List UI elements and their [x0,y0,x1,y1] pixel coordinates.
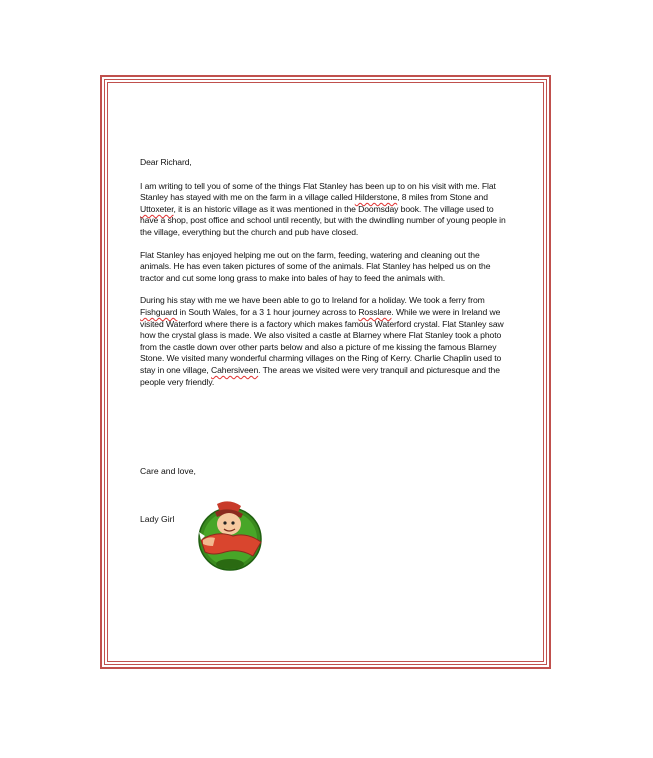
paragraph-3-text-a: During his stay with me we have been able to go to Ireland for a holiday. We took a ferry from [140,295,485,306]
paragraph-1-text-a: I am writing to tell you of some of the things Flat Stanley has been up to on his visit with me. Flat Stanley has stayed with me on the farm in a village called [140,180,496,203]
paragraph-3-text-d: . The areas we visited were very tranquil and picturesque and the people very friendly. [140,364,500,387]
letter-body [140,157,512,399]
misspelled-word: Uttoxeter [140,203,174,214]
misspelled-word: Rosslare [358,306,392,317]
greeting: Dear Richard, [140,157,192,167]
misspelled-word: Cahersiveen [211,364,259,375]
paragraph-3-text-c: . While we were in Ireland we visited Waterford where there is a factory which makes famous Waterford crystal. Flat Stanley saw how the crystal glass is made. We also visited a castle at Blarney where Flat Stanley took a photo from the castle down over other parts below and also a picture of me kissing the famous Blarney Stone. We visited many wonderful charming villages on the Ring of Kerry. Charlie Chaplin used to stay in one village, [140,306,504,375]
misspelled-word: Hilderstone [354,192,398,203]
closing: Care and love, [140,466,196,476]
paragraph-3 [140,295,512,388]
paragraph-1-text-c: , it is an historic village as it was mentioned in the Doomsday book. The village used to have a shop, post office and school until recently, but with the dwindling number of young people in the village, everything but the church and pub have closed. [140,203,506,237]
cartoon-boy-icon [195,500,265,574]
misspelled-word: Fishguard [140,306,178,317]
paragraph-2: Flat Stanley has enjoyed helping me out on the farm, feeding, watering and cleaning out the animals. He has even taken pictures of some of the animals. Flat Stanley has helped us on the tractor and cut some long grass to make into bales of hay to feed the animals with. [140,249,491,283]
paragraph-3-text-b: in South Wales, for a 3 1 hour journey across to [177,306,359,317]
paragraph-1 [140,181,512,239]
signature-name: Lady Girl [140,514,175,524]
paragraph-1-text-b: , 8 miles from Stone and [397,192,488,203]
